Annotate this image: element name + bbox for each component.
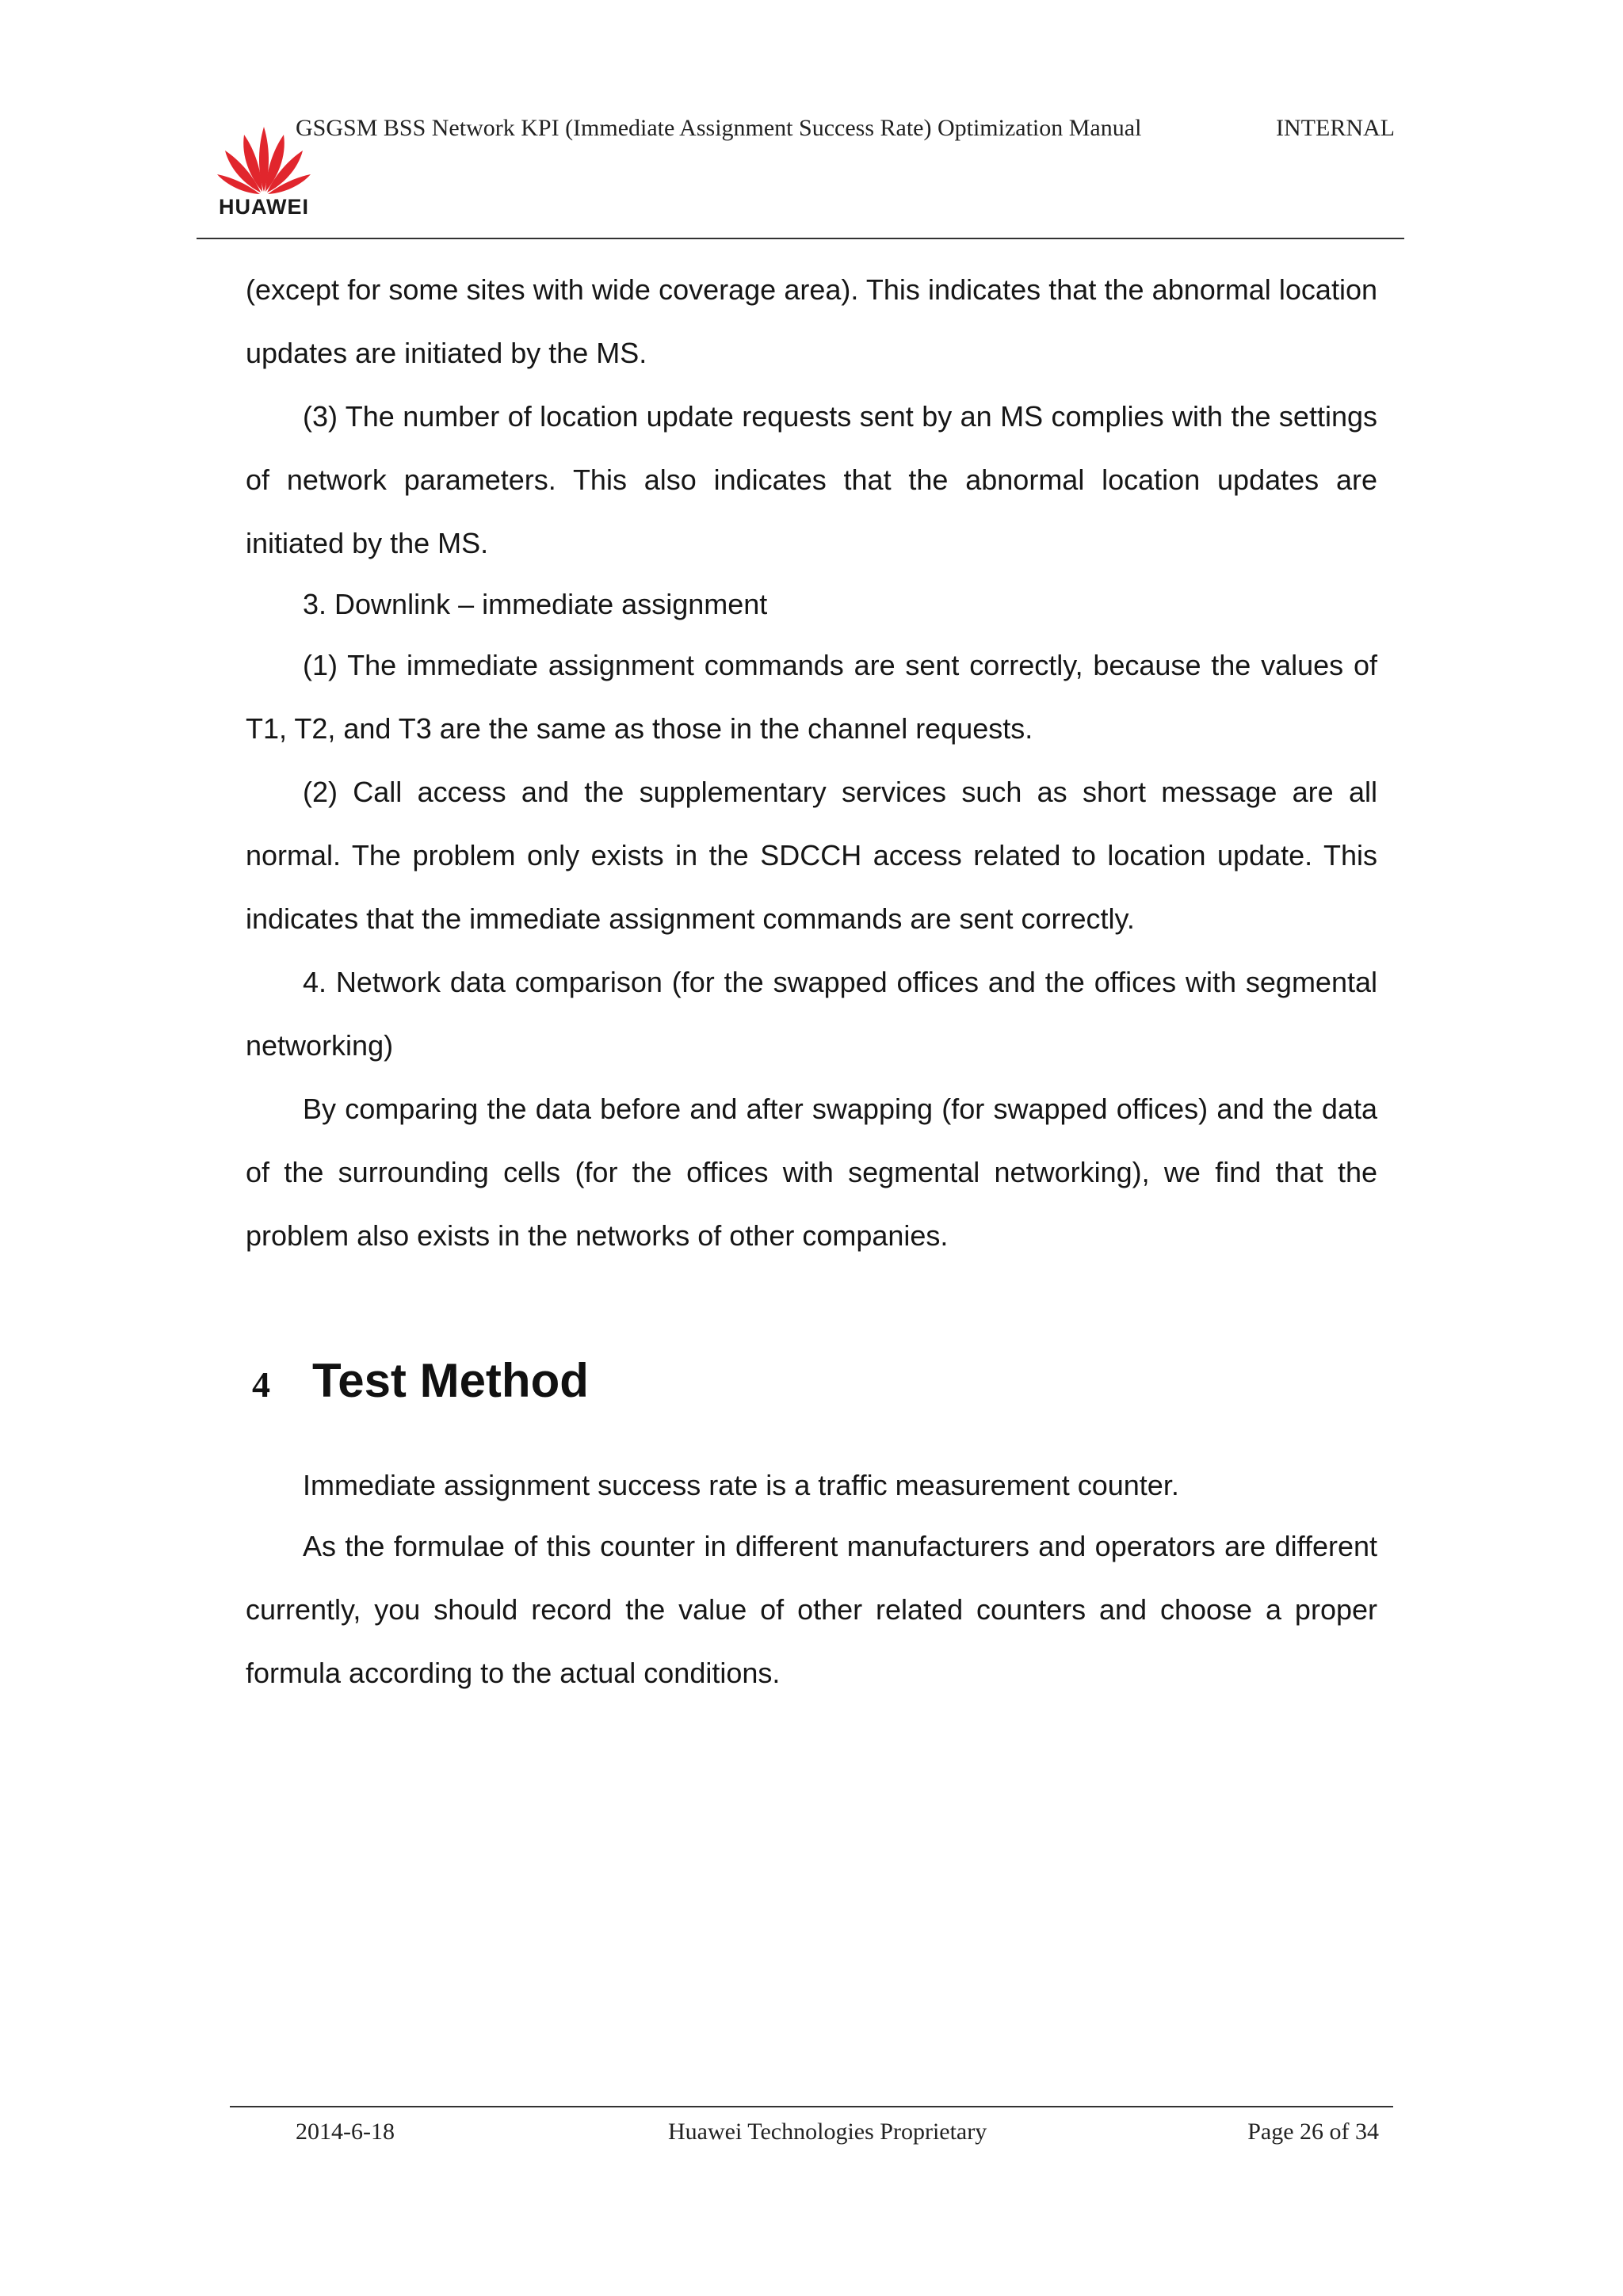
body-content xyxy=(246,258,1377,1268)
footer-divider xyxy=(230,2106,1393,2107)
page-header xyxy=(0,0,1623,246)
paragraph: (1) The immediate assignment commands are sent correctly, because the values of T1, T2, and T3 are the same as those in the channel requests. xyxy=(246,649,1377,745)
footer-date: 2014-6-18 xyxy=(296,2119,395,2145)
section-content xyxy=(246,1456,1377,1705)
classification-label: INTERNAL xyxy=(1276,115,1395,141)
document-title: GSGSM BSS Network KPI (Immediate Assignment Success Rate) Optimization Manual xyxy=(296,115,1142,141)
paragraph: Immediate assignment success rate is a traffic measurement counter. xyxy=(303,1469,1179,1501)
page-footer xyxy=(0,2100,1623,2179)
paragraph: 4. Network data comparison (for the swapped offices and the offices with segmental networking) xyxy=(246,966,1377,1062)
section-number: 4 xyxy=(252,1364,270,1405)
logo-wordmark: HUAWEI xyxy=(219,195,309,219)
paragraph: (3) The number of location update requests sent by an MS complies with the settings of network parameters. This also indicates that the abnormal location updates are initiated by the MS. xyxy=(246,400,1377,559)
paragraph: (except for some sites with wide coverage area). This indicates that the abnormal location updates are initiated by the MS. xyxy=(246,273,1377,369)
paragraph: By comparing the data before and after swapping (for swapped offices) and the data of the surrounding cells (for the offices with segmental networking), we find that the problem also exists in the networks of other companies. xyxy=(246,1093,1377,1252)
paragraph: (2) Call access and the supplementary services such as short message are all normal. The problem only exists in the SDCCH access related to location update. This indicates that the immediate assignment commands are sent correctly. xyxy=(246,776,1377,935)
paragraph: As the formulae of this counter in different manufacturers and operators are different currently, you should record the value of other related counters and choose a proper formula according to the actual conditions. xyxy=(246,1530,1377,1689)
section-heading xyxy=(252,1353,589,1408)
footer-proprietary: Huawei Technologies Proprietary xyxy=(668,2119,987,2145)
header-divider xyxy=(197,238,1404,239)
list-heading: 3. Downlink – immediate assignment xyxy=(303,588,768,620)
page-number: Page 26 of 34 xyxy=(1247,2119,1379,2145)
section-title: Test Method xyxy=(312,1354,589,1407)
